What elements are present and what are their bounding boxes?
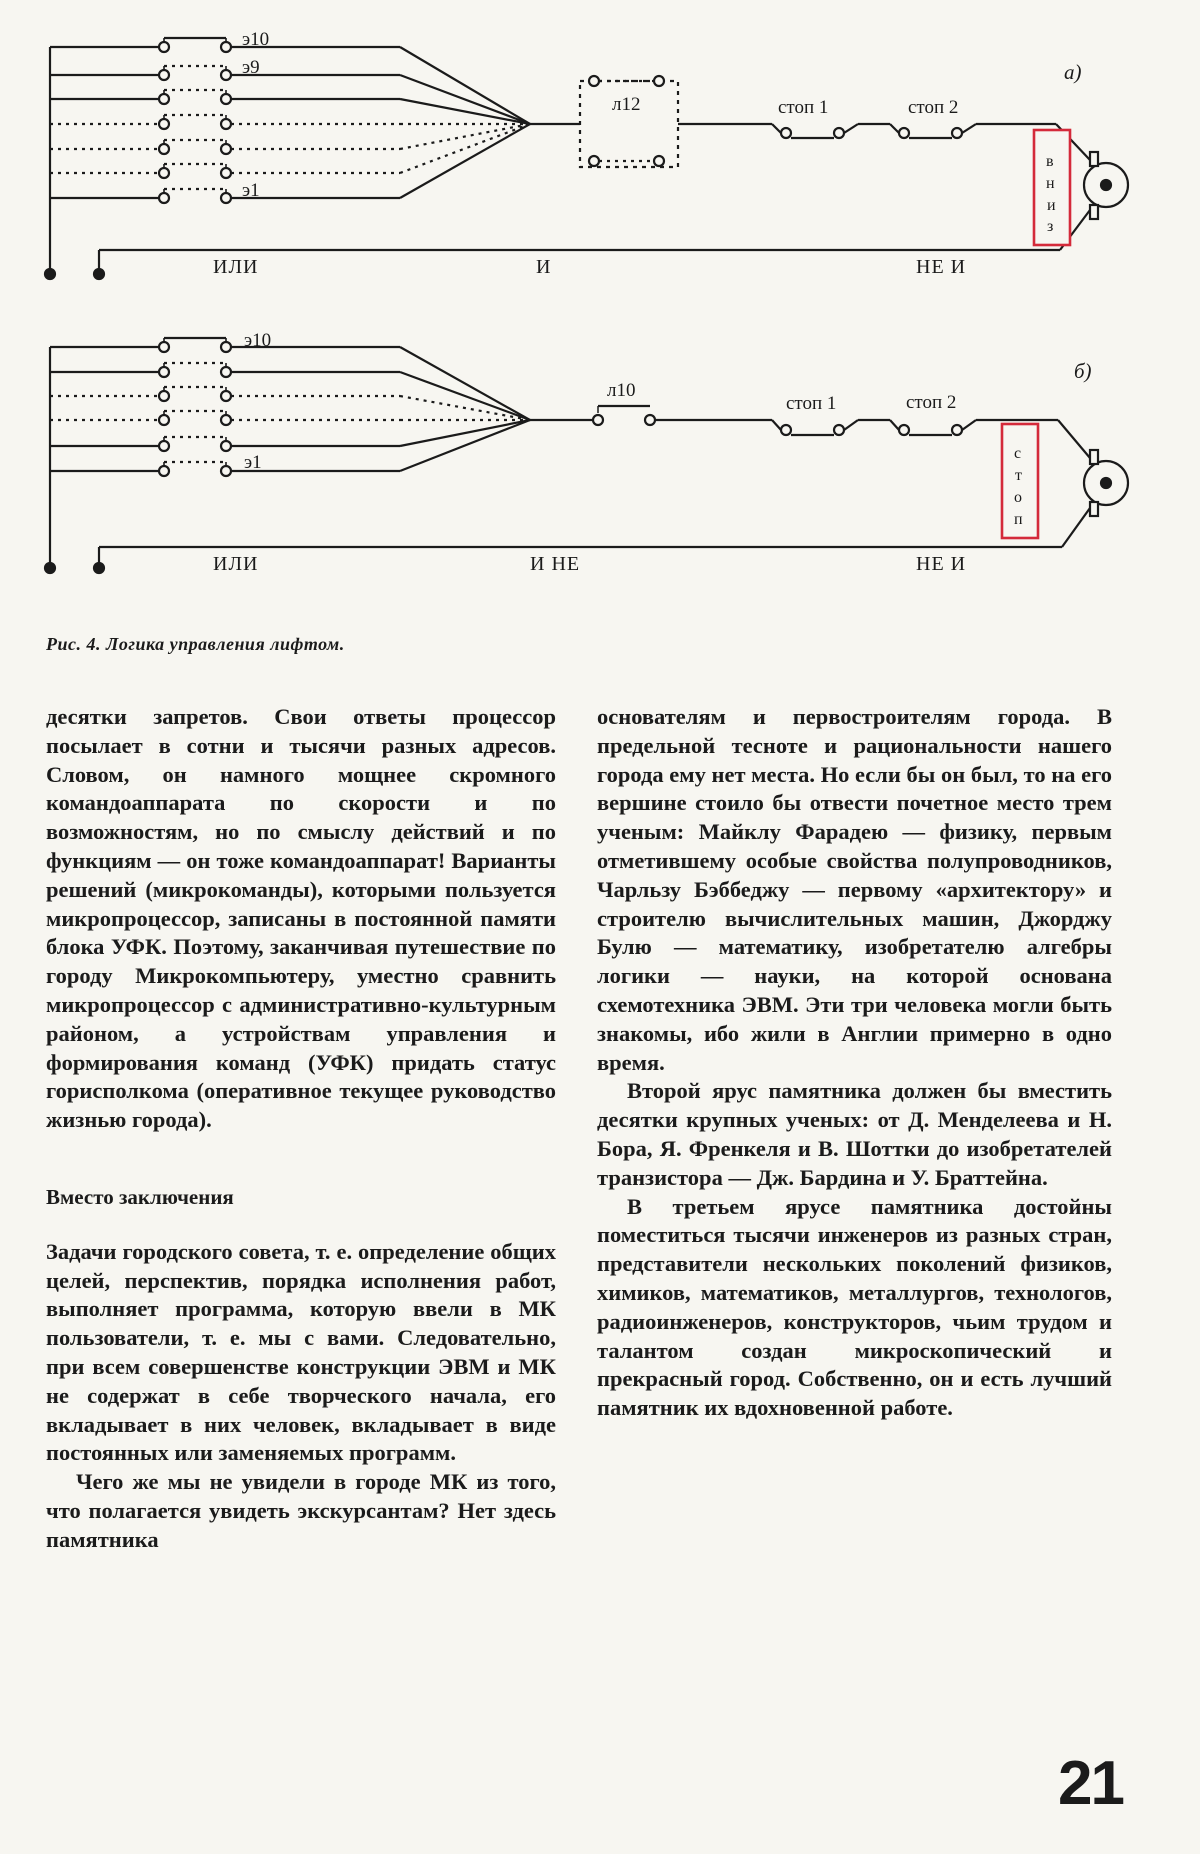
a-vniz-letter: н bbox=[1046, 175, 1055, 192]
a-e9-label: э9 bbox=[242, 57, 260, 78]
b-stop2-contact bbox=[890, 420, 976, 435]
article-right-column bbox=[597, 703, 1112, 1423]
article-left-column bbox=[46, 703, 556, 1555]
b-converge-wire bbox=[400, 420, 530, 471]
paragraph: десятки запретов. Свои ответы процессор посылает в сотни и тысячи разных адресов. Словом, он намного мощнее скромного командоаппарата по скорости и по возможностям, но по смыслу действий и по функциям — он тоже командоаппарат! Варианты решений (микрокоманды), которыми пользуется микропроцессор, записаны в постоянной памяти блока УФК. Поэтому, заканчивая путешествие по городу Микрокомпьютеру, уместно сравнить микропроцессор с административно-культурным районом, а устройствам управления и формирования команд (УФК) придать статус горисполкома (оперативное текущее руководство жизнью города). bbox=[46, 704, 556, 1133]
a-switch-contact bbox=[159, 193, 169, 203]
a-switch-contact bbox=[159, 94, 169, 104]
b-converge-wire bbox=[400, 372, 530, 420]
a-switch-contact bbox=[221, 94, 231, 104]
a-converge-wire bbox=[400, 124, 530, 198]
a-switch-contact bbox=[221, 168, 231, 178]
b-switch-contact bbox=[221, 466, 231, 476]
figure-caption: Рис. 4. Логика управления лифтом. bbox=[46, 634, 345, 654]
b-e10-label: э10 bbox=[244, 330, 272, 351]
paragraph: Чего же мы не увидели в городе МК из того, что полагается увидеть экскурсантам? Нет здесь памятника bbox=[46, 1469, 556, 1552]
a-motor-icon bbox=[1084, 152, 1128, 219]
a-e1-label: э1 bbox=[242, 180, 260, 201]
a-stop1-label: стоп 1 bbox=[778, 97, 829, 118]
b-stop1-label: стоп 1 bbox=[786, 393, 837, 414]
a-l12-contact bbox=[589, 76, 599, 86]
b-switch-contact bbox=[159, 342, 169, 352]
a-e10-label: э10 bbox=[242, 29, 270, 50]
b-switch-contact bbox=[221, 367, 231, 377]
a-stop2-contact bbox=[890, 124, 976, 138]
paragraph: В третьем ярусе памятника достойны поместиться тысячи инженеров из разных стран, представители нескольких поколений физиков, химиков, математиков, металлургов, технологов, радиоинженеров, конструкторов, чьим трудом и талантом создан микроскопический и прекрасный город. Собственно, он и есть лучший памятник их вдохновенной работе. bbox=[597, 1193, 1112, 1421]
a-not-and-label: НЕ И bbox=[916, 256, 967, 278]
a-and-gate-label: И bbox=[536, 256, 552, 278]
b-switch-contact bbox=[159, 367, 169, 377]
a-switch-contact bbox=[221, 193, 231, 203]
diagram-a bbox=[45, 38, 1128, 279]
b-switch-contact bbox=[159, 466, 169, 476]
diagram-b bbox=[45, 338, 1128, 575]
a-switch-contact bbox=[221, 70, 231, 80]
a-vniz-letter: и bbox=[1047, 197, 1056, 214]
section-heading: Вместо заключения bbox=[46, 1184, 234, 1209]
a-stop2-label: стоп 2 bbox=[908, 97, 959, 118]
b-switch-branches bbox=[50, 338, 530, 476]
b-and-not-label: И НЕ bbox=[530, 553, 581, 575]
b-e1-label: э1 bbox=[244, 452, 262, 473]
paragraph: Задачи городского совета, т. е. определение общих целей, перспектив, порядка исполнения работ, выполняет программа, которую ввели в МК пользователи, т. е. мы с вами. Следовательно, при всем совершенстве конструкции ЭВМ и МК не содержат в себе творческого начала, его вкладывает в них человек, вкладывает в виде постоянных или заменяемых программ. bbox=[46, 1238, 556, 1466]
b-switch-contact bbox=[159, 391, 169, 401]
b-terminal-left bbox=[45, 563, 55, 573]
b-switch-contact bbox=[159, 441, 169, 451]
b-stop-letter: с bbox=[1014, 445, 1022, 462]
a-switch-contact bbox=[221, 144, 231, 154]
b-converge-wire bbox=[400, 420, 530, 446]
a-switch-branches bbox=[50, 38, 530, 203]
b-switch-contact bbox=[221, 415, 231, 425]
b-l10-label: л10 bbox=[607, 380, 636, 401]
a-vniz-letter: в bbox=[1046, 153, 1054, 170]
b-stop-letter: п bbox=[1014, 511, 1023, 528]
a-stop1-contact bbox=[772, 124, 858, 138]
b-switch-contact bbox=[159, 415, 169, 425]
b-stop-letter: о bbox=[1014, 489, 1022, 506]
a-converge-wire bbox=[400, 124, 530, 173]
a-switch-contact bbox=[221, 119, 231, 129]
b-motor-icon bbox=[1084, 450, 1128, 516]
a-switch-contact bbox=[159, 70, 169, 80]
page-number: 21 bbox=[1058, 1749, 1123, 1818]
b-or-gate-label: ИЛИ bbox=[213, 553, 259, 575]
b-panel-label: б) bbox=[1074, 359, 1092, 383]
b-switch-contact bbox=[221, 342, 231, 352]
a-switch-contact bbox=[159, 144, 169, 154]
b-stop-letter: т bbox=[1015, 467, 1022, 484]
elevator-logic-figure bbox=[0, 0, 1200, 620]
a-converge-wire bbox=[400, 75, 530, 124]
paragraph: Второй ярус памятника должен бы вместить десятки крупных ученых: от Д. Менделеева и Н. Бора, Я. Френкеля и В. Шоттки до изобретателей транзистора — Дж. Бардина и У. Браттейна. bbox=[597, 1078, 1112, 1190]
a-terminal-left bbox=[45, 269, 55, 279]
b-stop2-label: стоп 2 bbox=[906, 392, 957, 413]
b-switch-contact bbox=[221, 441, 231, 451]
a-vniz-letter: з bbox=[1047, 218, 1054, 235]
a-switch-contact bbox=[159, 42, 169, 52]
a-or-gate-label: ИЛИ bbox=[213, 256, 259, 278]
b-l10-contact bbox=[593, 406, 655, 425]
a-l12-label: л12 bbox=[612, 94, 641, 115]
b-not-and-label: НЕ И bbox=[916, 553, 967, 575]
a-switch-contact bbox=[221, 42, 231, 52]
b-stop1-contact bbox=[772, 420, 858, 435]
a-converge-wire bbox=[400, 124, 530, 149]
a-switch-contact bbox=[159, 168, 169, 178]
b-switch-contact bbox=[221, 391, 231, 401]
a-l12-contact bbox=[589, 156, 599, 166]
a-l12-contact bbox=[654, 76, 664, 86]
a-l12-contact bbox=[654, 156, 664, 166]
a-panel-label: а) bbox=[1064, 60, 1082, 84]
paragraph: основателям и первостроителям города. В предельной тесноте и рациональности нашего города ему нет места. Но если бы он был, то на его вершине стоило бы отвести почетное место трем ученым: Майклу Фарадею — физику, первым отметившему особые свойства полупроводников, Чарльзу Бэббеджу — первому «архитектору» и строителю вычислительных машин, Джорджу Булю — математику, изобретателю алгебры логики — науки, на которой основана схемотехника ЭВМ. Эти три человека могли быть знакомы, ибо жили в Англии примерно в одно время. bbox=[597, 704, 1112, 1075]
a-switch-contact bbox=[159, 119, 169, 129]
